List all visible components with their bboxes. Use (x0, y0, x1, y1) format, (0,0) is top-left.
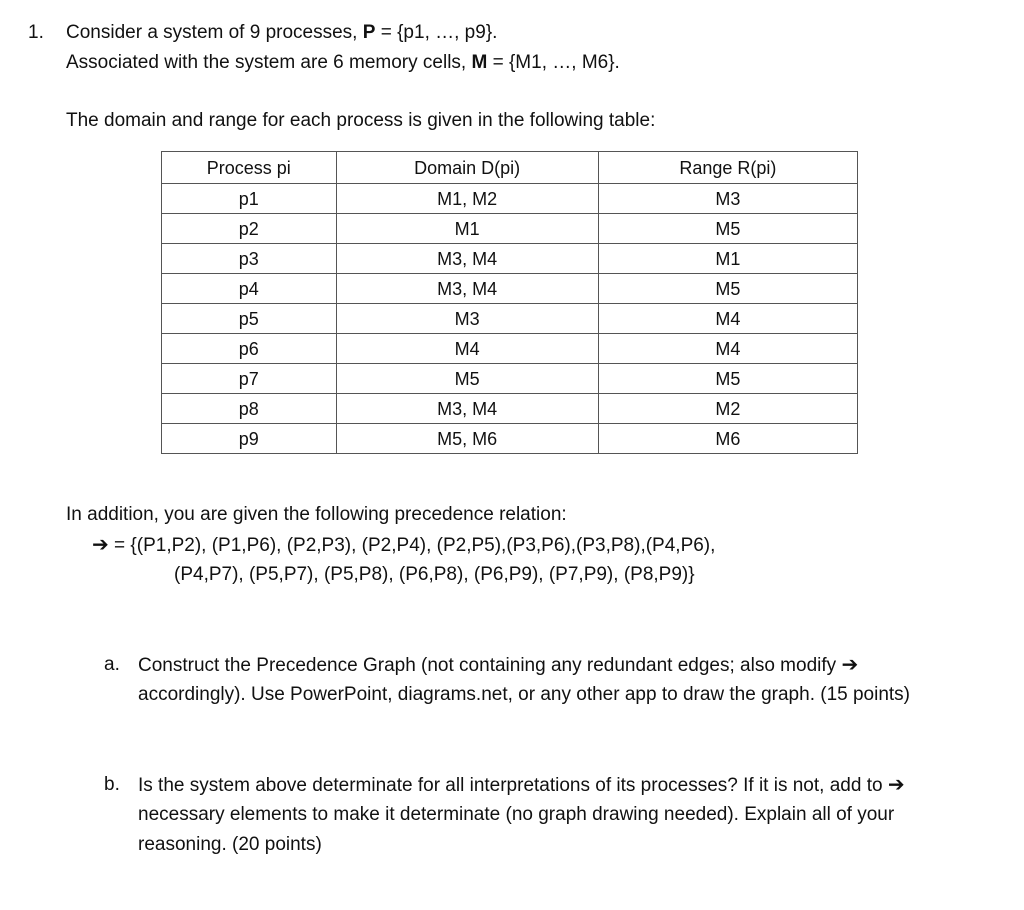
memory-symbol: M (471, 52, 488, 73)
part-b-line-2: necessary elements to make it determinate (no graph drawing needed). Explain all of your (138, 804, 895, 825)
domain-range-table (161, 151, 858, 454)
table-row (162, 364, 858, 394)
table-row (162, 334, 858, 364)
table-row (162, 274, 858, 304)
part-a-line-2: accordingly). Use PowerPoint, diagrams.net, or any other app to draw the graph. (15 points) (138, 684, 911, 705)
cell-process: p1 (162, 184, 337, 214)
table-row (162, 304, 858, 334)
cell-domain: M3, M4 (336, 244, 598, 274)
cell-range: M4 (598, 334, 857, 364)
table-row (162, 244, 858, 274)
cell-range: M5 (598, 364, 857, 394)
precedence-pairs-1: = {(P1,P2), (P1,P6), (P2,P3), (P2,P4), (P2,P5),(P3,P6),(P3,P8),(P4,P6), (108, 535, 716, 556)
header-domain: Domain D(pi) (336, 152, 598, 184)
question-line-memory (66, 48, 620, 78)
part-b-line-1 (138, 770, 905, 801)
memory-set: = {M1, …, M6}. (487, 52, 620, 73)
table-row (162, 214, 858, 244)
cell-process: p3 (162, 244, 337, 274)
cell-domain: M4 (336, 334, 598, 364)
cell-domain: M1 (336, 214, 598, 244)
cell-process: p4 (162, 274, 337, 304)
cell-range: M5 (598, 214, 857, 244)
cell-domain: M3, M4 (336, 274, 598, 304)
cell-range: M5 (598, 274, 857, 304)
header-process: Process pi (162, 152, 337, 184)
cell-range: M3 (598, 184, 857, 214)
precedence-line-2: (P4,P7), (P5,P7), (P5,P8), (P6,P8), (P6,P9), (P7,P9), (P8,P9)} (174, 564, 695, 585)
cell-process: p2 (162, 214, 337, 244)
part-b-text-1: Is the system above determinate for all interpretations of its processes? If it is not, add to (138, 775, 888, 796)
question-line-processes (66, 18, 497, 48)
cell-process: p5 (162, 304, 337, 334)
memory-text: Associated with the system are 6 memory cells, (66, 52, 472, 73)
precedence-line-1 (92, 530, 715, 561)
part-a-text-1: Construct the Precedence Graph (not containing any redundant edges; also modify (138, 655, 842, 676)
processes-text: Consider a system of 9 processes, (66, 22, 363, 43)
cell-range: M2 (598, 394, 857, 424)
header-range: Range R(pi) (598, 152, 857, 184)
cell-process: p7 (162, 364, 337, 394)
cell-range: M6 (598, 424, 857, 454)
part-b-line-3: reasoning. (20 points) (138, 834, 322, 855)
cell-range: M4 (598, 304, 857, 334)
cell-process: p6 (162, 334, 337, 364)
processes-set: = {p1, …, p9}. (375, 22, 498, 43)
cell-domain: M3, M4 (336, 394, 598, 424)
cell-domain: M5, M6 (336, 424, 598, 454)
cell-domain: M3 (336, 304, 598, 334)
table-row (162, 394, 858, 424)
right-arrow-icon: ➔ (841, 654, 859, 676)
cell-process: p9 (162, 424, 337, 454)
cell-process: p8 (162, 394, 337, 424)
right-arrow-icon: ➔ (92, 534, 109, 556)
table-row (162, 184, 858, 214)
precedence-intro: In addition, you are given the following precedence relation: (66, 504, 567, 525)
table-row (162, 424, 858, 454)
part-b-label: b. (104, 774, 120, 795)
table-header-row (162, 152, 858, 184)
part-a-label: a. (104, 654, 120, 675)
processes-symbol: P (362, 22, 376, 43)
table-intro: The domain and range for each process is given in the following table: (66, 110, 656, 131)
part-a-line-1 (138, 650, 858, 681)
question-number: 1. (28, 22, 44, 43)
cell-domain: M1, M2 (336, 184, 598, 214)
cell-range: M1 (598, 244, 857, 274)
right-arrow-icon: ➔ (887, 774, 905, 796)
cell-domain: M5 (336, 364, 598, 394)
